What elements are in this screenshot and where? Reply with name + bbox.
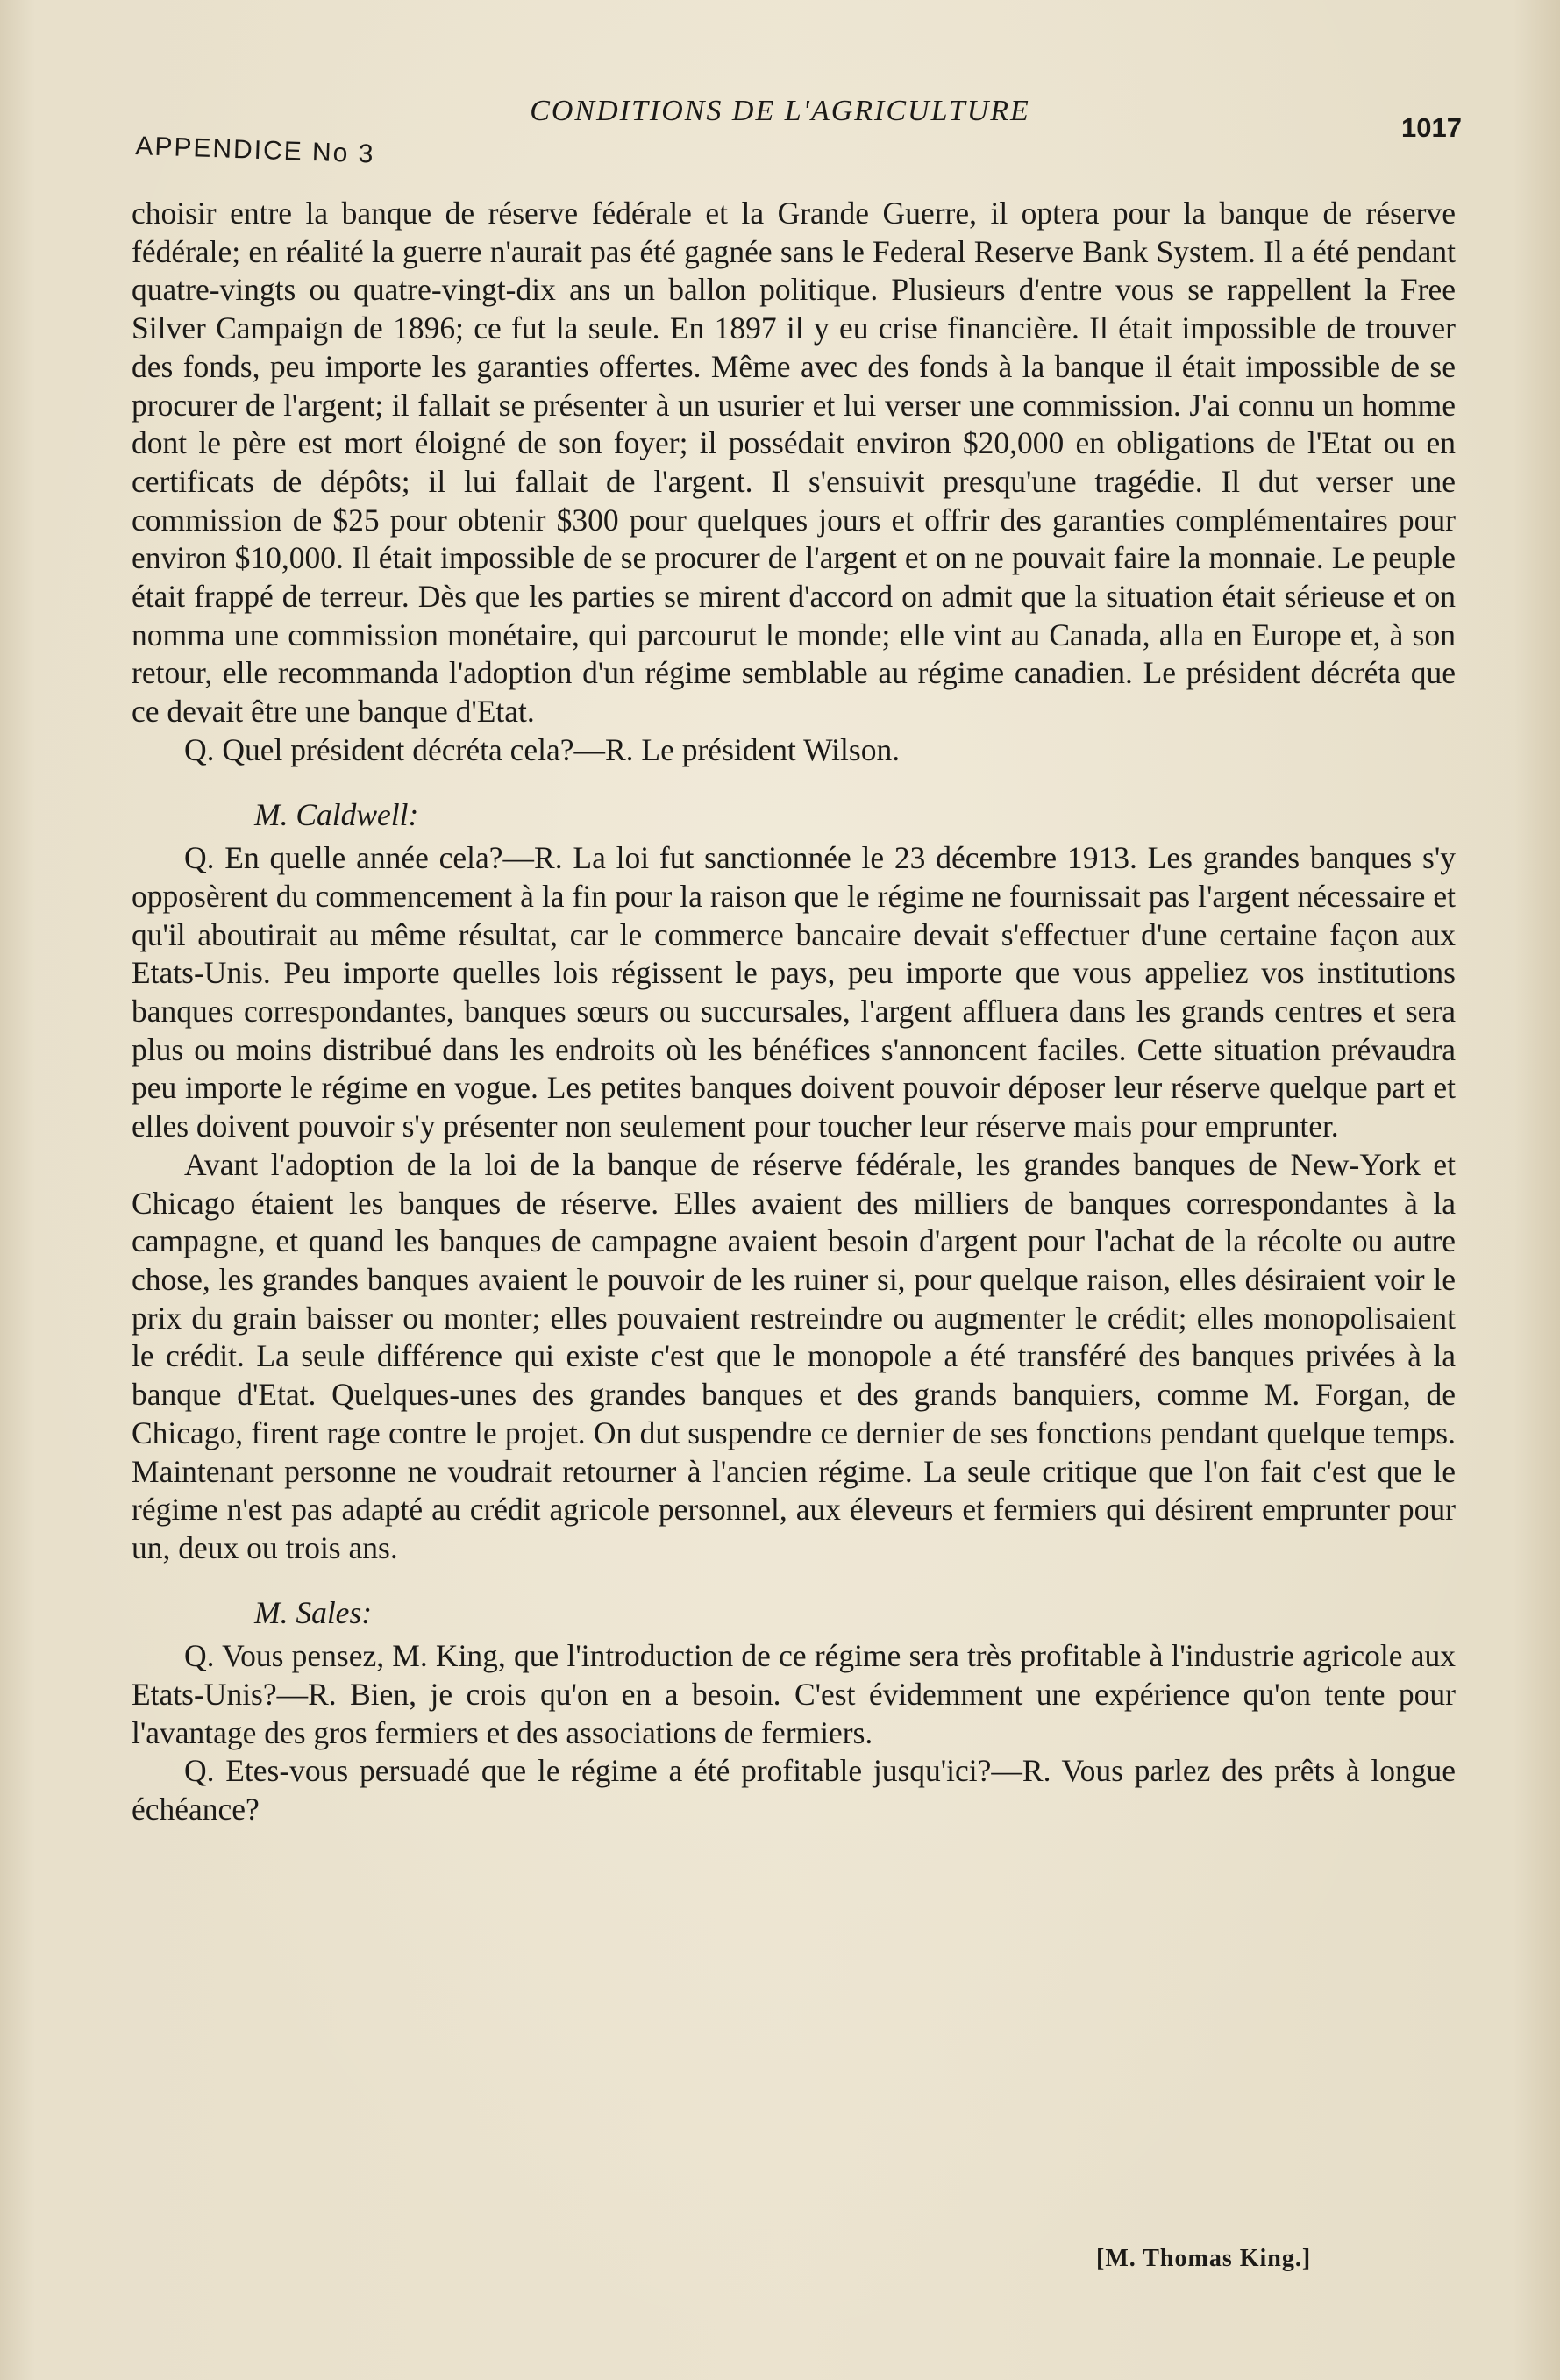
running-title: CONDITIONS DE L'AGRICULTURE <box>530 95 1030 127</box>
appendix-label: APPENDICE No 3 <box>134 132 375 169</box>
body-text <box>132 195 1456 1829</box>
witness-name: [M. Thomas King.] <box>1096 2245 1312 2272</box>
paragraph: Avant l'adoption de la loi de la banque de réserve fédérale, les grandes banques de New-York et Chicago étaient les banques de réserve. Elles avaient des milliers de banques correspondantes à la campagne, et quand les banques de campagne avaient besoin d'argent pour l'achat de la récolte ou autre chose, les grandes banques avaient le pouvoir de les ruiner si, pour quelque raison, elles désiraient voir le prix du grain baisser ou monter; elles pouvaient restreindre ou augmenter le crédit; elles monopolisaient le crédit. La seule différence qui existe c'est que le monopole a été transféré des banques privées à la banque d'Etat. Quelques-unes des grandes banques et des grands banquiers, comme M. Forgan, de Chicago, firent rage contre le projet. On dut suspendre ce dernier de ses fonctions pendant quelque temps. Maintenant personne ne voudrait retourner à l'ancien régime. La seule critique que l'on fait c'est que le régime n'est pas adapté au crédit agricole personnel, aux éleveurs et fermiers qui désirent emprunter pour un, deux ou trois ans. <box>132 1146 1456 1565</box>
question-answer: Q. Etes-vous persuadé que le régime a été profitable jusqu'ici?—R. Vous parlez des prêts à longue échéance? <box>132 1753 1456 1828</box>
question-answer: Q. Vous pensez, M. King, que l'introduction de ce régime sera très profitable à l'industrie agricole aux Etats-Unis?—R. Bien, je crois qu'on en a besoin. C'est évidemment une expérience qu'on tente pour l'avantage des gros fermiers et des associations de fermiers. <box>132 1638 1456 1750</box>
paragraph: choisir entre la banque de réserve fédérale et la Grande Guerre, il optera pour la banque de réserve fédérale; en réalité la guerre n'aurait pas été gagnée sans le Federal Reserve Bank System. Il a été pendant quatre-vingts ou quatre-vingt-dix ans un ballon politique. Plusieurs d'entre vous se rappellent la Free Silver Campaign de 1896; ce fut la seule. En 1897 il y eu crise financière. Il était impossible de trouver des fonds, peu importe les garanties offertes. Même avec des fonds à la banque il était impossible de se procurer de l'argent; il fallait se présenter à un usurier et lui verser une commission. J'ai connu un homme dont le père est mort éloigné de son foyer; il possédait environ $20,000 en obligations de l'Etat ou en certificats de dépôts; il lui fallait de l'argent. Il s'ensuivit presqu'une tragédie. Il dut verser une commission de $25 pour obtenir $300 pour quelques jours et offrir des garanties complémentaires pour environ $10,000. Il était impossible de se procurer de l'argent et on ne pouvait faire la monnaie. Le peuple était frappé de terreur. Dès que les parties se mirent d'accord on admit que la situation était sérieuse et on nomma une commission monétaire, qui parcourut le monde; elle vint au Canada, alla en Europe et, à son retour, elle recommanda l'adoption d'un régime semblable au régime canadien. Le président décréta que ce devait être une banque d'Etat. <box>132 196 1456 730</box>
speaker-heading: M. Sales: <box>254 1594 373 1630</box>
page-number: 1017 <box>1401 112 1462 143</box>
speaker-heading: M. Caldwell: <box>254 796 419 832</box>
question-answer: Q. En quelle année cela?—R. La loi fut sanctionnée le 23 décembre 1913. Les grandes banques s'y opposèrent du commencement à la fin pour la raison que le régime ne fournissait pas l'argent nécessaire et qu'il aboutirait au même résultat, car le commerce bancaire devait s'effectuer d'une certaine façon aux Etats-Unis. Peu importe quelles lois régissent le pays, peu importe que vous appeliez vos institutions banques correspondantes, banques sœurs ou succursales, l'argent affluera dans les grands centres et sera plus ou moins distribué dans les endroits où les bénéfices s'annoncent faciles. Cette situation prévaudra peu importe le régime en vogue. Les petites banques doivent pouvoir déposer leur réserve quelque part et elles doivent pouvoir s'y présenter non seulement pour toucher leur réserve mais pour emprunter. <box>132 840 1456 1144</box>
question-answer: Q. Quel président décréta cela?—R. Le président Wilson. <box>184 731 901 767</box>
